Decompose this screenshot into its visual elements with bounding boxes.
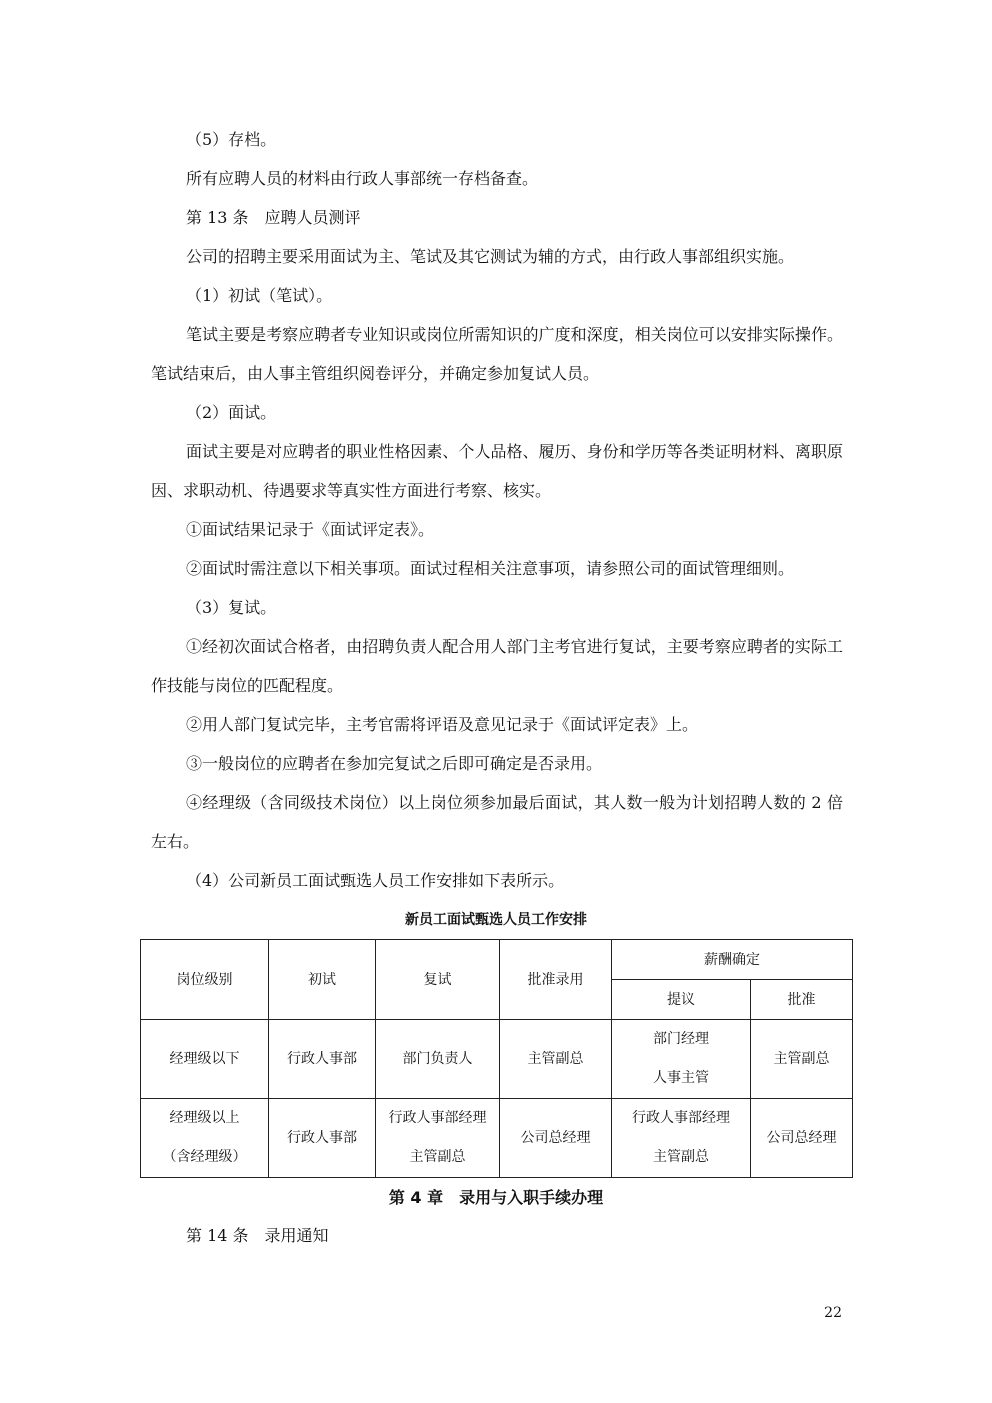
cell-approve: 公司总经理 xyxy=(751,1099,853,1178)
cell-second: 行政人事部经理 主管副总 xyxy=(376,1099,500,1178)
cell-approve-hire: 主管副总 xyxy=(500,1020,612,1099)
article-13-heading: 第 13 条 应聘人员测评 xyxy=(186,208,361,227)
cell-second: 部门负责人 xyxy=(376,1020,500,1099)
text-line: （4）公司新员工面试甄选人员工作安排如下表所示。 xyxy=(186,871,565,890)
page-number: 22 xyxy=(824,1305,842,1321)
cell-propose: 行政人事部经理 主管副总 xyxy=(612,1099,751,1178)
header-propose: 提议 xyxy=(612,980,751,1020)
item-second-test: （3）复试。 xyxy=(186,598,277,617)
text-line: ②面试时需注意以下相关事项。面试过程相关注意事项，请参照公司的面试管理细则。 xyxy=(186,559,795,578)
item-interview: （2）面试。 xyxy=(186,403,277,422)
text-line: ②用人部门复试完毕，主考官需将评语及意见记录于《面试评定表》上。 xyxy=(186,715,699,734)
header-approve: 批准 xyxy=(751,980,853,1020)
chapter-title: 第 4 章 录用与入职手续办理 xyxy=(388,1188,604,1207)
header-initial: 初试 xyxy=(269,940,376,1020)
header-level: 岗位级别 xyxy=(141,940,269,1020)
text-line: ③一般岗位的应聘者在参加完复试之后即可确定是否录用。 xyxy=(186,754,603,773)
item-archive: （5）存档。 xyxy=(186,130,277,149)
cell-level: 经理级以上 （含经理级） xyxy=(141,1099,269,1178)
text-line: 所有应聘人员的材料由行政人事部统一存档备查。 xyxy=(186,169,539,188)
cell-approve-hire: 公司总经理 xyxy=(500,1099,612,1178)
text-line: 公司的招聘主要采用面试为主、笔试及其它测试为辅的方式，由行政人事部组织实施。 xyxy=(186,247,795,266)
table-row xyxy=(141,1099,853,1178)
table-row xyxy=(141,1020,853,1099)
header-second: 复试 xyxy=(376,940,500,1020)
cell-initial: 行政人事部 xyxy=(269,1099,376,1178)
staffing-table xyxy=(140,939,853,1178)
paragraph-second-test: ①经初次面试合格者，由招聘负责人配合用人部门主考官进行复试，主要考察应聘者的实际工作技能与岗位的匹配程度。 xyxy=(151,637,843,695)
header-approve-hire: 批准录用 xyxy=(500,940,612,1020)
cell-level: 经理级以下 xyxy=(141,1020,269,1099)
paragraph-interview: 面试主要是对应聘者的职业性格因素、个人品格、履历、身份和学历等各类证明材料、离职原因、求职动机、待遇要求等真实性方面进行考察、核实。 xyxy=(151,442,843,500)
article-14-heading: 第 14 条 录用通知 xyxy=(186,1226,329,1245)
paragraph-written-test: 笔试主要是考察应聘者专业知识或岗位所需知识的广度和深度，相关岗位可以安排实际操作。笔试结束后，由人事主管组织阅卷评分，并确定参加复试人员。 xyxy=(151,325,843,383)
table-caption: 新员工面试甄选人员工作安排 xyxy=(405,912,587,928)
cell-propose: 部门经理 人事主管 xyxy=(612,1020,751,1099)
item-initial-test: （1）初试（笔试）。 xyxy=(186,286,333,305)
text-line: ①面试结果记录于《面试评定表》。 xyxy=(186,520,435,539)
cell-initial: 行政人事部 xyxy=(269,1020,376,1099)
paragraph-final-interview: ④经理级（含同级技术岗位）以上岗位须参加最后面试，其人数一般为计划招聘人数的 2 倍左右。 xyxy=(151,793,843,851)
cell-approve: 主管副总 xyxy=(751,1020,853,1099)
header-salary: 薪酬确定 xyxy=(612,940,853,980)
